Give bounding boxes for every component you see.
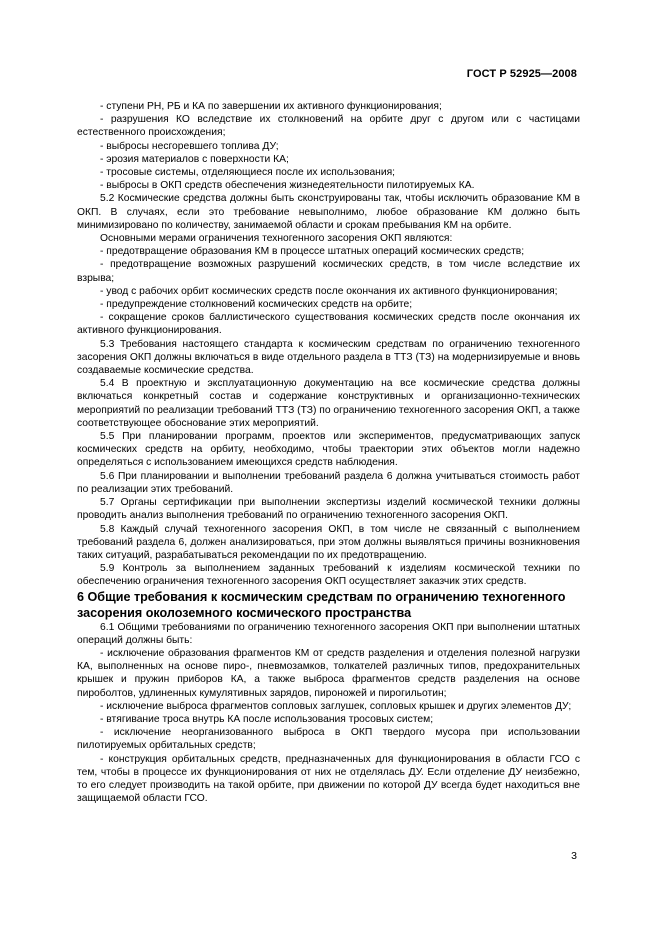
section-6-heading: 6 Общие требования к космическим средствам по ограничению техногенного засорения околоземного космического пространства	[77, 589, 566, 620]
list-item: - втягивание троса внутрь КА после использования тросовых систем;	[100, 713, 434, 725]
list-item: - выбросы несгоревшего топлива ДУ;	[100, 140, 279, 152]
list-item: - исключение неорганизованного выброса в ОКП твердого мусора при использовании пилотируемых орбитальных средств;	[77, 727, 580, 752]
list-item: - исключение образования фрагментов КМ от средств разделения и отделения полезной нагрузки КА, выполненных на основе пиро-, пневмозамков, толкателей различных типов, предохранительных крышек и пружин приборов КА, а также выброса фрагментов средств разделения на основе пироболтов, удлиненных кумулятивных зарядов, пироножей и пирогильотин;	[77, 647, 580, 699]
paragraph-5-7: 5.7 Органы сертификации при выполнении экспертизы изделий космической техники должны проводить анализ выполнения требований по ограничению техногенного засорения ОКП.	[77, 497, 580, 522]
list-item: - исключение выброса фрагментов сопловых заглушек, сопловых крышек и других элементов ДУ;	[100, 700, 572, 712]
page-content	[77, 100, 580, 805]
paragraph-5-9: 5.9 Контроль за выполнением заданных требований к изделиям космической техники по обеспечению ограничения техногенного засорения ОКП осуществляет заказчик этих средств.	[77, 563, 580, 588]
list-item: - конструкция орбитальных средств, предназначенных для функционирования в области ГСО с тем, чтобы в процессе их функционирования от них не отделялась ДУ. Если отделение ДУ неизбежно, то его следует производить на такой орбите, при движении по которой ДУ всегда будет находиться вне защищаемой области ГСО.	[77, 753, 580, 805]
paragraph-5-5: 5.5 При планировании программ, проектов или экспериментов, предусматривающих запуск космических средств на орбиту, необходимо, чтобы траектории этих объектов могли надежно определяться с использованием имеющихся средств наблюдения.	[77, 431, 580, 469]
paragraph-5-4: 5.4 В проектную и эксплуатационную документацию на все космические средства должны включаться конкретный состав и содержание конструктивных и организационно-технических мероприятий по реализации требований ТТЗ (ТЗ) по ограничению техногенного засорения ОКП, а также соответствующее обоснование этих мероприятий.	[77, 378, 580, 429]
list-item: - эрозия материалов с поверхности КА;	[100, 153, 289, 165]
standard-header: ГОСТ Р 52925—2008	[466, 68, 577, 80]
list-item: - разрушения КО вследствие их столкновений на орбите друг с другом или с частицами естественного происхождения;	[77, 114, 580, 139]
paragraph-5-8: 5.8 Каждый случай техногенного засорения ОКП, в том числе не связанный с выполнением требований раздела 6, должен анализироваться, при этом должны выявляться причины возникновения таких ситуаций, разрабатываться рекомендации по их предотвращению.	[77, 523, 580, 561]
list-item: - предотвращение образования КМ в процессе штатных операций космических средств;	[100, 246, 525, 258]
paragraph-5-2: 5.2 Космические средства должны быть сконструированы так, чтобы исключить образование КМ в ОКП. В случаях, если это требование невыполнимо, любое образование КМ должно быть минимизировано по количеству, занимаемой области и срокам пребывания КМ на орбите.	[77, 193, 580, 231]
page-number: 3	[571, 850, 577, 862]
list-item: - тросовые системы, отделяющиеся после их использования;	[100, 167, 396, 179]
paragraph-6-1: 6.1 Общими требованиями по ограничению техногенного засорения ОКП при выполнении штатных операций должны быть:	[77, 621, 580, 646]
list-item: - ступени РН, РБ и КА по завершении их активного функционирования;	[100, 101, 442, 112]
list-item: - выбросы в ОКП средств обеспечения жизнедеятельности пилотируемых КА.	[100, 180, 475, 192]
list-item: - увод с рабочих орбит космических средств после окончания их активного функционирования;	[100, 285, 558, 297]
list-item: - сокращение сроков баллистического существования космических средств после окончания их активного функционирования.	[77, 312, 580, 337]
measures-intro: Основными мерами ограничения техногенного засорения ОКП являются:	[100, 233, 453, 245]
list-item: - предотвращение возможных разрушений космических средств, в том числе вследствие их взрыва;	[77, 259, 580, 284]
list-item: - предупреждение столкновений космических средств на орбите;	[100, 299, 413, 311]
paragraph-5-6: 5.6 При планировании и выполнении требований раздела 6 должна учитываться стоимость работ по реализации этих требований.	[77, 470, 580, 495]
paragraph-5-3: 5.3 Требования настоящего стандарта к космическим средствам по ограничению техногенного засорения ОКП должны включаться в виде отдельного раздела в ТТЗ (ТЗ) на модернизируемые и вновь создаваемые космические средства.	[77, 338, 580, 377]
